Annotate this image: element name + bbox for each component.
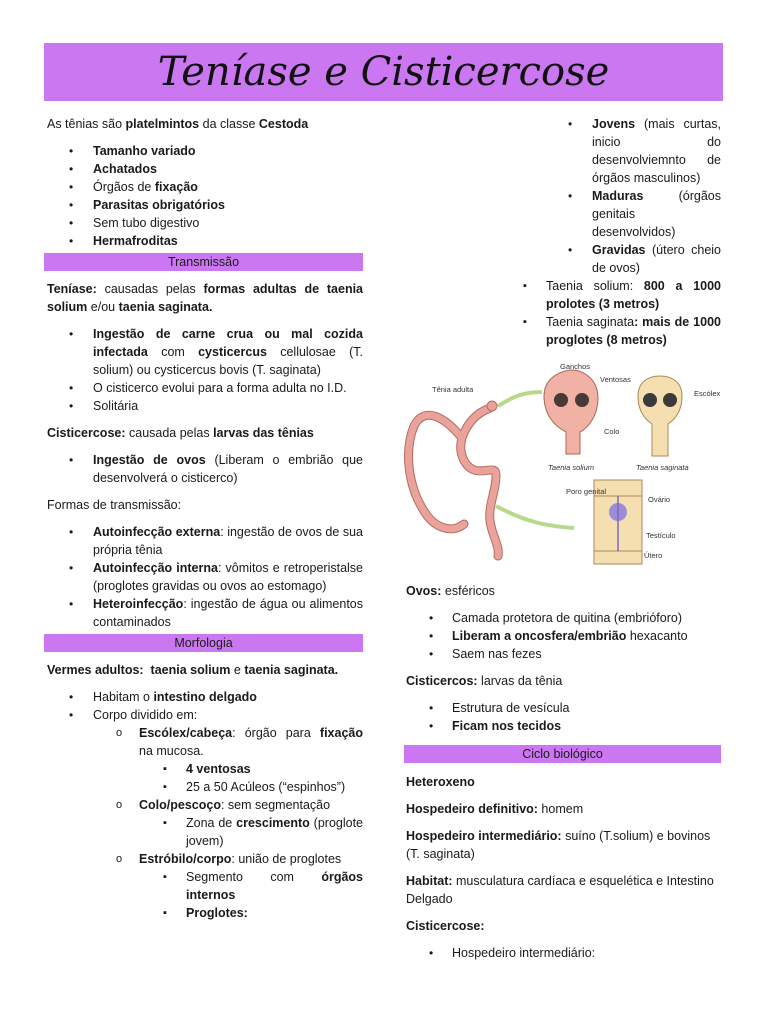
list-item: ▪ Segmento com órgãos internos — [47, 868, 363, 904]
hospedeiro-definitivo: Hospedeiro definitivo: homem — [406, 802, 584, 816]
list-item: • Hermafroditas — [47, 232, 363, 250]
section-header-morfologia: Morfologia — [44, 634, 363, 652]
list-item: • Ficam nos tecidos — [406, 717, 721, 735]
list-item: ▪ 4 ventosas — [47, 760, 363, 778]
list-item: • Ingestão de ovos (Liberam o embrião que desenvolverá o cisticerco) — [47, 451, 363, 487]
solium-ventosa-1 — [554, 393, 568, 407]
list-item: o Estróbilo/corpo: união de proglotes — [47, 850, 363, 868]
intro-paragraph — [47, 115, 363, 133]
list-item: • Hospedeiro intermediário: — [406, 944, 721, 962]
list-item: o Escólex/cabeça: órgão para fixação na mucosa. — [47, 724, 363, 760]
list-item: • Camada protetora de quitina (embrióforo) — [406, 609, 721, 627]
list-item: • Parasitas obrigatórios — [47, 196, 363, 214]
formas-heading: Formas de transmissão: — [47, 498, 182, 512]
left-column — [47, 115, 363, 922]
right-column-top — [406, 115, 721, 349]
arrow-proglote — [496, 506, 574, 528]
label-poro-genital: Poro genital — [566, 487, 607, 496]
list-item: • Tamanho variado — [47, 142, 363, 160]
list-item: • Saem nas fezes — [406, 645, 721, 663]
list-item: • Maduras (órgãos genitais desenvolvidos) — [406, 187, 721, 241]
morfologia-list — [47, 688, 363, 922]
cisticercose-paragraph: Cisticercose: causada pelas larvas das tênias — [47, 426, 314, 440]
cisticercose-list — [47, 451, 363, 487]
worm-head — [487, 401, 497, 411]
cisticercose-ciclo-list — [406, 944, 721, 962]
list-item: • Órgãos de fixação — [47, 178, 363, 196]
formas-list — [47, 523, 363, 631]
proglote-types-list — [406, 115, 721, 277]
worm-body-fill — [409, 408, 499, 556]
solium-head — [544, 370, 598, 454]
label-tenia-adulta: Tênia adulta — [432, 385, 474, 394]
list-item: • Corpo dividido em: — [47, 706, 363, 724]
cisticercose-ciclo: Cisticercose: — [406, 919, 485, 933]
list-item: • O cisticerco evolui para a forma adulta no I.D. — [47, 379, 363, 397]
list-item: • Jovens (mais curtas, inicio do desenvolviemnto de órgãos masculinos) — [406, 115, 721, 187]
cisticercos-paragraph: Cisticercos: larvas da tênia — [406, 674, 563, 688]
tenia-illustration — [404, 356, 734, 572]
list-item: • Gravidas (útero cheio de ovos) — [406, 241, 721, 277]
label-ovario: Ovário — [648, 495, 671, 504]
list-item: • Estrutura de vesícula — [406, 699, 721, 717]
hospedeiro-intermediario: Hospedeiro intermediário: suíno (T.solium) e bovinos (T. saginata) — [406, 829, 711, 861]
section-header-ciclo: Ciclo biológico — [404, 745, 721, 763]
ovos-list — [406, 609, 721, 663]
saginata-ventosa-2 — [663, 393, 677, 407]
list-item: • Autoinfecção interna: vômitos e retroperistalse (proglotes gravidas ou ovos ao estomago) — [47, 559, 363, 595]
list-item: o Colo/pescoço: sem segmentação — [47, 796, 363, 814]
right-column-bottom — [406, 582, 721, 962]
title-banner — [44, 43, 723, 101]
arrow-escolex — [498, 392, 542, 406]
sizes-list — [406, 277, 721, 349]
label-testiculo: Testículo — [646, 531, 676, 540]
solium-ventosa-2 — [575, 393, 589, 407]
traits-list — [47, 142, 363, 250]
saginata-head — [638, 376, 682, 456]
label-taenia-saginata: Taenia saginata — [636, 463, 689, 472]
list-item: • Sem tubo digestivo — [47, 214, 363, 232]
list-item: ▪ Taenia solium: 800 a 1000 prolotes (3 metros) — [406, 277, 721, 313]
teniase-paragraph: Teníase: causadas pelas formas adultas de taenia solium e/ou taenia saginata. — [47, 282, 363, 314]
list-item: • Heteroinfecção: ingestão de água ou alimentos contaminados — [47, 595, 363, 631]
saginata-ventosa-1 — [643, 393, 657, 407]
heteroxeno: Heteroxeno — [406, 775, 475, 789]
page-title: Teníase e Cisticercose — [157, 49, 610, 95]
intro-bold-2: Cestoda — [258, 117, 309, 131]
list-item: • Achatados — [47, 160, 363, 178]
intro-text: As tênias são — [47, 117, 126, 131]
list-item: ▪ 25 a 50 Acúleos (“espinhos”) — [47, 778, 363, 796]
intro-bold: platelmintos — [125, 117, 200, 131]
ovos-paragraph: Ovos: esféricos — [406, 584, 495, 598]
list-item: • Solitária — [47, 397, 363, 415]
list-item: • Ingestão de carne crua ou mal cozida infectada com cysticercus cellulosae (T. solium) ou cysticercus bovis (T. saginata) — [47, 325, 363, 379]
habitat: Habitat: musculatura cardíaca e esquelética e Intestino Delgado — [406, 874, 714, 906]
label-ganchos: Ganchos — [560, 362, 591, 371]
label-ventosas: Ventosas — [600, 375, 631, 384]
list-item: • Habitam o intestino delgado — [47, 688, 363, 706]
label-colo: Colo — [604, 427, 620, 436]
list-item: ▪ Taenia saginata: mais de 1000 proglotes (8 metros) — [406, 313, 721, 349]
label-utero: Útero — [644, 551, 663, 560]
list-item: • Autoinfecção externa: ingestão de ovos de sua própria tênia — [47, 523, 363, 559]
vermes-paragraph: Vermes adultos: taenia solium e taenia saginata. — [47, 663, 339, 677]
list-item: • Liberam a oncosfera/embrião hexacanto — [406, 627, 721, 645]
section-header-transmissao: Transmissão — [44, 253, 363, 271]
cisticercos-list — [406, 699, 721, 735]
label-taenia-solium: Taenia solium — [548, 463, 594, 472]
list-item: ▪ Zona de crescimento (proglote jovem) — [47, 814, 363, 850]
intro-mid: da classe — [199, 117, 259, 131]
teniase-list — [47, 325, 363, 415]
label-escolex: Escólex — [694, 389, 721, 398]
list-item: ▪ Proglotes: — [47, 904, 363, 922]
